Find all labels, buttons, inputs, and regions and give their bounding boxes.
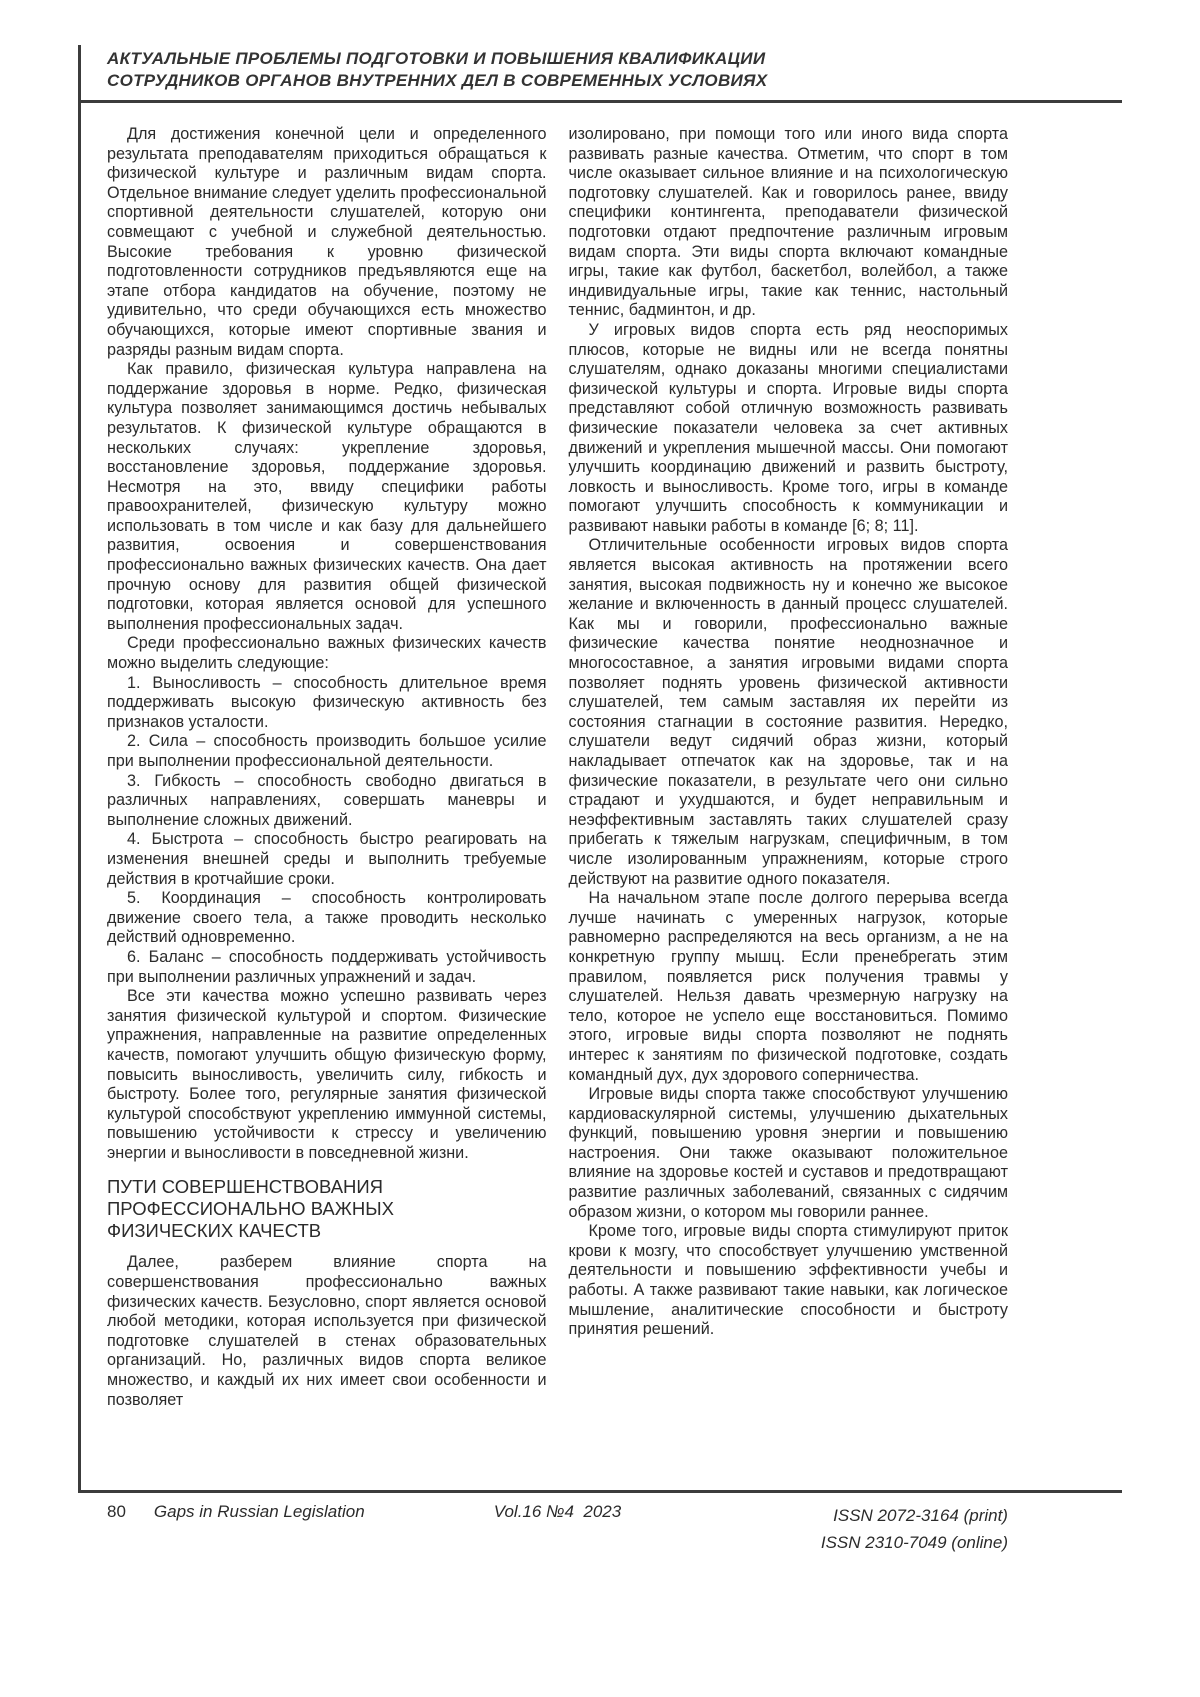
issn-print: ISSN 2072-3164 (print)	[833, 1506, 1008, 1525]
article-body	[107, 125, 1008, 1485]
list-item-balance: 6. Баланс – способность поддерживать устойчивость при выполнении различных упражнений и задач.	[107, 947, 547, 986]
article-paragraph: Отличительные особенности игровых видов спорта является высокая активность на протяжении всего занятия, высокая подвижность ну и конечно же высокое желание и включенность в данный процесс слушателей. Как мы и говорили, профессионально важные физические качества понятие неоднозначное и многосоставное, а занятия игровыми видами спорта позволяет поднять уровень физической активности слушателей, тем самым заставляя их перейти из состояния стагнации в состояние развития. Нередко, слушатели ведут сидячий образ жизни, который накладывает отпечаток как на здоровье, так и на физические показатели, в результате чего они сильно страдают и ухудшаются, и будет неправильным и неэффективным заставлять таких слушателей сразу прибегать к тяжелым нагрузкам, специфичным, в том числе изолированным упражнениям, которые строго действуют на развитие одного показателя.	[568, 536, 1008, 888]
right-column	[569, 125, 1009, 1485]
section-heading-line2: ПРОФЕССИОНАЛЬНО ВАЖНЫХ	[107, 1198, 394, 1220]
footer-left	[107, 1502, 407, 1522]
article-paragraph: На начальном этапе после долгого перерыва всегда лучше начинать с умеренных нагрузок, которые равномерно распределяются на весь организм, а не на конкретную группу мышц. Если пренебрегать этим правилом, появляется риск получения травмы у слушателей. Нельзя давать чрезмерную нагрузку на тело, которое не успело еще восстановиться. Помимо этого, игровые виды спорта позволяют не поднять интерес к занятиям по физической подготовке, создать командный дух, дух здорового соперничества.	[568, 889, 1008, 1084]
list-item-coordination: 5. Координация – способность контролировать движение своего тела, а также проводить несколько действий одновременно.	[107, 889, 547, 947]
journal-title: Gaps in Russian Legislation	[153, 1502, 365, 1521]
running-head-line1: АКТУАЛЬНЫЕ ПРОБЛЕМЫ ПОДГОТОВКИ И ПОВЫШЕНИЯ КВАЛИФИКАЦИИ	[107, 49, 766, 68]
issn-block	[708, 1502, 1008, 1556]
list-item-flexibility: 3. Гибкость – способность свободно двигаться в различных направлениях, совершать маневры и выполнение сложных движений.	[107, 771, 547, 829]
article-paragraph: Все эти качества можно успешно развивать через занятия физической культурой и спортом. Физические упражнения, направленные на развитие определенных качеств, помогают улучшить общую физическую форму, повысить выносливость, увеличить силу, гибкость и быстроту. Более того, регулярные занятия физической культурой способствуют укреплению иммунной системы, повышению устойчивости к стрессу и увеличению энергии и выносливости в повседневной жизни.	[107, 987, 547, 1162]
header-rule	[78, 100, 1122, 103]
footer-rule	[78, 1490, 1122, 1493]
left-margin-rule	[78, 45, 81, 1492]
section-heading-line1: ПУТИ СОВЕРШЕНСТВОВАНИЯ	[107, 1176, 384, 1198]
section-heading	[107, 1176, 547, 1242]
running-head-line2: СОТРУДНИКОВ ОРГАНОВ ВНУТРЕННИХ ДЕЛ В СОВРЕМЕННЫХ УСЛОВИЯХ	[107, 71, 768, 90]
article-paragraph: Далее, разберем влияние спорта на совершенствования профессионально важных физических качеств. Безусловно, спорт является основой любой методики, которая используется при физической подготовке слушателей в стенах образовательных организаций. Но, различных видов спорта великое множество, и каждый их них имеет свои особенности и позволяет	[107, 1253, 547, 1409]
article-paragraph: Кроме того, игровые виды спорта стимулируют приток крови к мозгу, что способствует улучшению умственной деятельности и повышению эффективности учебы и работы. А также развивают такие навыки, как логическое мышление, аналитические способности и быстроту принятия решений.	[568, 1222, 1008, 1339]
article-paragraph: Для достижения конечной цели и определенного результата преподавателям приходиться обращаться к физической культуре и различным видам спорта. Отдельное внимание следует уделить профессиональной спортивной деятельности слушателей, которую они совмещают с учебной и служебной деятельностью. Высокие требования к уровню физической подготовленности сотрудников предъявляются еще на этапе отбора кандидатов на обучение, поэтому не удивительно, что среди обучающихся есть множество обучающихся, которые имеют спортивные звания и разряды разным видам спорта.	[107, 125, 547, 359]
article-paragraph: Игровые виды спорта также способствуют улучшению кардиоваскулярной системы, улучшению дыхательных функций, повышению уровня энергии и повышению настроения. Они также оказывают положительное влияние на здоровье костей и суставов и предотвращают развитие различных заболеваний, связанных с сидячим образом жизни, о котором мы говорили раннее.	[568, 1085, 1008, 1221]
issn-online: ISSN 2310-7049 (online)	[820, 1533, 1008, 1552]
section-heading-line3: ФИЗИЧЕСКИХ КАЧЕСТВ	[107, 1220, 322, 1242]
article-paragraph-continuation: изолировано, при помощи того или иного вида спорта развивать разные качества. Отметим, что спорт в том числе оказывает сильное влияние и на психологическую подготовку слушателей. Как и говорилось ранее, ввиду специфики контингента, преподаватели физической подготовки отдают предпочтение различным игровым видам спорта. Эти виды спорта включают командные игры, такие как футбол, баскетбол, волейбол, а также индивидуальные игры, такие как теннис, настольный теннис, бадминтон, и др.	[568, 125, 1008, 320]
list-item-endurance: 1. Выносливость – способность длительное время поддерживать высокую физическую активность без признаков усталости.	[107, 673, 547, 731]
list-item-speed: 4. Быстрота – способность быстро реагировать на изменения внешней среды и выполнить требуемые действия в кротчайшие сроки.	[107, 830, 547, 888]
article-paragraph: У игровых видов спорта есть ряд неоспоримых плюсов, которые не видны или не всегда понятны слушателям, однако доказаны многими специалистами физической культуры и спорта. Игровые виды спорта представляют собой отличную возможность развивать физические показатели человека за счет активных движений и укрепления мышечной массы. Они помогают улучшить координацию движений и развить быстроту, ловкость и выносливость. Кроме того, игры в команде помогают улучшить способность к коммуникации и развивают навыки работы в команде [6; 8; 11].	[568, 320, 1008, 535]
issue-info: Vol.16 №4 2023	[493, 1502, 622, 1521]
article-paragraph: Как правило, физическая культура направлена на поддержание здоровья в норме. Редко, физическая культура позволяет занимающимся достичь небывалых результатов. К физической культуре обращаются в нескольких случаях: укрепление здоровья, восстановление здоровья, поддержание здоровья. Несмотря на это, ввиду специфики работы правоохранителей, физическую культуру можно использовать в том числе и как базу для дальнейшего развития, освоения и совершенствования профессионально важных физических качеств. Она дает прочную основу для развития общей физической подготовки, которая является основой для успешного выполнения профессиональных задач.	[107, 360, 547, 633]
left-column	[107, 125, 547, 1485]
page-number: 80	[107, 1502, 126, 1521]
running-head	[107, 48, 1027, 92]
footer	[107, 1502, 1008, 1556]
list-item-strength: 2. Сила – способность производить большое усилие при выполнении профессиональной деятельности.	[107, 732, 547, 770]
article-paragraph: Среди профессионально важных физических качеств можно выделить следующие:	[107, 634, 547, 673]
